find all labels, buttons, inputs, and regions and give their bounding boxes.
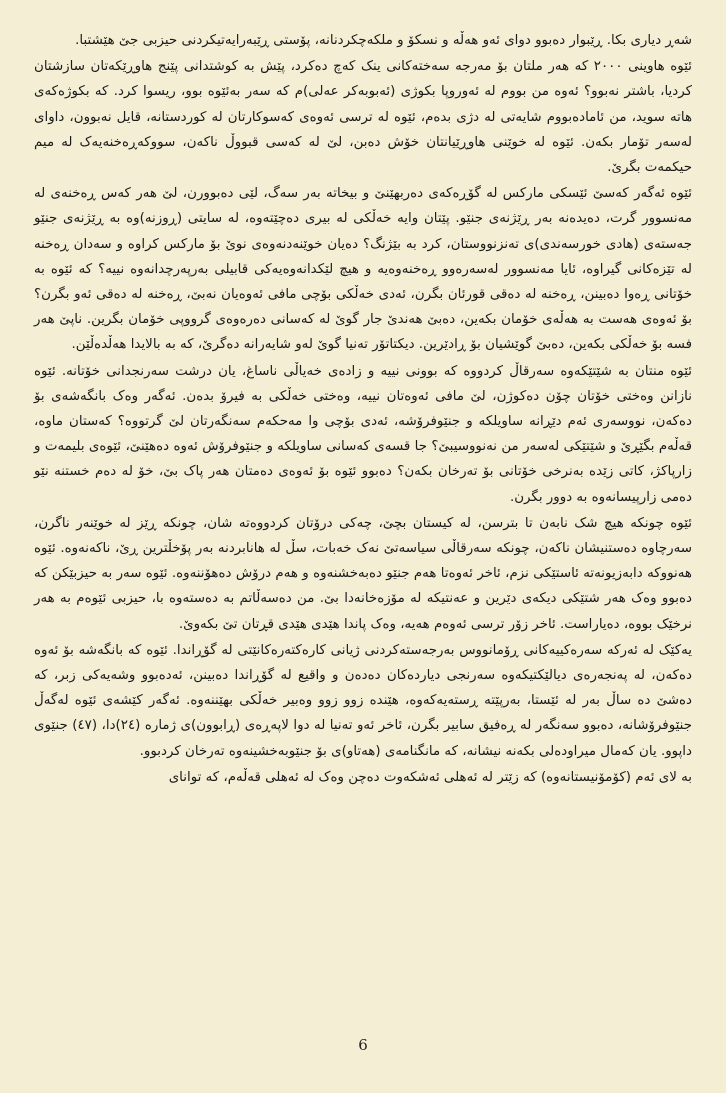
paragraph-7: بە لای ئەم (کۆمۆنیستانەوە) کە زێتر لە ئەهلی ئەشکەوت دەچن وەک لە ئەهلی قەڵەم، کە توانای	[168, 769, 692, 785]
paragraph-2: ئێوە هاوینی ٢٠٠٠ کە هەر ملتان بۆ مەرجە سەختەکانی ینک کەچ دەکرد، پێش بە کوشتدانی پێنج هاوڕێکەتان سازشتان کردیا، باشتر نەبوو؟ ئەوە من بووم لە ئەوروپا بکوژی (ئەبوبەکر عەلی)م کە سەر بەئێوە بوو، ریسوا کرد. کە بکوژەکەی هاتە سوید، من ئامادەبووم شایەتی لە دژی بدەم، ئێوە لە ترسی ئەوەی کەسوکارتان لە کوردستانە، قایل نەبوون، داوای لەسەر تۆمار بکەن. ئێوە لە خوێنی هاوڕێیانتان خۆش دەبن، لێ لە کەسی قبووڵ ناکەن، سووکەڕەخنەیەک لە میم حیکمەت بگرێ.	[34, 59, 692, 176]
paragraph-6: یەکێک لە ئەرکە سەرەکییەکانی ڕۆمانووس بەرجەستەکردنی ژیانی کارەکتەرەکانێتی لە گۆڕاندا. ئێوە کە بانگەشە بۆ ئەوە دەکەن، لە پەنجەرەی دیالێکتیکەوە سەرنجی دیاردەکان دەدەن و واقیع لە گۆڕاندا دەبینن، ئەدەبوو وشەیەکی زبر، کە دەشێ دە ساڵ بەر لە ئێستا، بەرپێتە ڕستەیەکەوە، هێندە زوو زوو وەبیر خەڵکی بهێننەوە. ئەگەر کێشەی ئێوە لەگەڵ جنێوفرۆشانە، دەبوو سەنگەر لە ڕەفیق سابیر بگرن، ئاخر ئەو تەنیا لە دوا لاپەڕەی (ڕابوون)ی ژمارە (٢٤)دا، (٤٧) جنێوی داپوو. یان کەمال میراودەلی بکەنە نیشانە، کە مانگنامەی (هەتاو)ی بۆ جنێوبەخشینەوە تەرخان کردبوو.	[34, 642, 692, 759]
paragraph-3: ئێوە ئەگەر کەسێ ئێسکی مارکس لە گۆڕەکەی دەربهێنێ و بیخاتە بەر سەگ، لێی دەبوورن، لێ هەر کەس ڕەخنەی لە مەنسوور گرت، دەیدەنە بەر ڕێژنەی جنێو. پێتان وایە خەڵکی لە بیری دەچێتەوە، لە سایتی (ڕوزنە)وە بە ڕێژنەی جنێو جەستەی (هادی خورسەندی)ی تەنزنووستان، کرد بە بێژنگ؟ دەیان خوێنەدنەوەی نوێ بۆ مارکس کراوە و سەدان ڕەخنە لە تێزەکانی گیراوە، ئایا مەنسوور لەسەرەوو ڕەخنەوەیە و هیچ لێکدانەوەیەکی قابیلی بەرپەرچدانەوە نییە؟ کە ئێوە بە خۆتانی ڕەوا دەبینن، ڕەخنە لە دەقی قورئان بگرن، ئەدی خەڵکی بۆچی مافی ئەوەیان نەبێ، ڕەخنە لە دەقی ئەو بگرن؟ بۆ ئەوەی هەست بە هەڵەی خۆمان بکەین، دەبێ هەندێ جار گوێ لە کەسانی دەرەوەی گرووپی خۆمان بگرین. ناپێ هەر فسە بۆ خەڵکی بکەین، دەبێ گوێشیان بۆ ڕادێرین. دیکتاتۆر تەنیا گوێ لەو شایەرانە دەگرێ، کە بە بالایدا هەڵدەڵێن.	[34, 186, 692, 353]
paragraph-1: شەڕ دیاری بکا. ڕێبوار دەبوو دوای ئەو هەڵە و نسکۆ و ملکەچکردنانە، پۆستی ڕێبەرایەتیکردنی حیزبی جێ هێشتبا.	[75, 33, 692, 48]
paragraph-5: ئێوە چونکە هیچ شک نابەن تا بترسن، لە کیستان بچێ، چەکی درۆتان کردووەتە شان، چونکە ڕێز لە خوێنەر ناگرن، سەرچاوە دەستنیشان ناکەن، چونکە سەرقاڵی سیاسەتێ نەک خەبات، سڵ لە هانابردنە بەر پۆخڵترین ڕێ، ناکەنەوە. ئێوە هەنووکە دابەزیونەتە ئاستێکی نزم، ئاخر ئەوەتا هەم جنێو دەبەخشنەوە و هەم درۆش دەهۆننەوە. ئێوە سەر بە حیزبێکن کە دەبوو وەک هەر شتێکی دیکەی دێرین و عەنتیکە لە مۆزەخانەدا بێ. من دەسەڵاتم بە دەستەوە با، حیزبی ئێوەم بە هەر نرخێک بووە، دەیاراست. ئاخر زۆر ترسی ئەوەم هەیە، وەک پاندا هێدی هێدی قڕتان تێ بکەوێ.	[34, 515, 692, 632]
page-number: 6	[358, 1036, 368, 1054]
paragraph-4: ئێوە منتان بە شێتێکەوە سەرقاڵ کردووە کە بوونی نییە و زادەی خەیاڵی ناساغ، یان درشت سەرنجدانی خۆتانە. ئێوە نازانن وەختی خۆتان چۆن دەکوژن، لێ مافی ئەوەتان نییە، وەختی خەڵکی بە فیرۆ بدەن. ئەگەر وەک بانگەشەی بۆ دەکەن، نووسەری ئەم دێڕانە ساویلکە و جنێوفرۆشە، ئەدی بۆچی وا مەحکەم سەنگەرتان لێ گرتووە؟ کەستان ماوە، قەڵەم بگێڕێ و شێتێکی لەسەر من نەنووسیبێ؟ جا قسەی کەسانی ساویلکە و جنێوفرۆش ئەوە دەهێنێ، ئێوەی بلیمەت و زارپاکژ، کاتی زێدە بەنرخی خۆتانی بۆ تەرخان بکەن؟ دەبوو ئێوە بۆ ئەوەی دەمتان هەر پاک بێ، خۆ لە دەم خستنە نێو دەمی زارپیسانەوە بە دوور بگرن.	[34, 363, 692, 505]
